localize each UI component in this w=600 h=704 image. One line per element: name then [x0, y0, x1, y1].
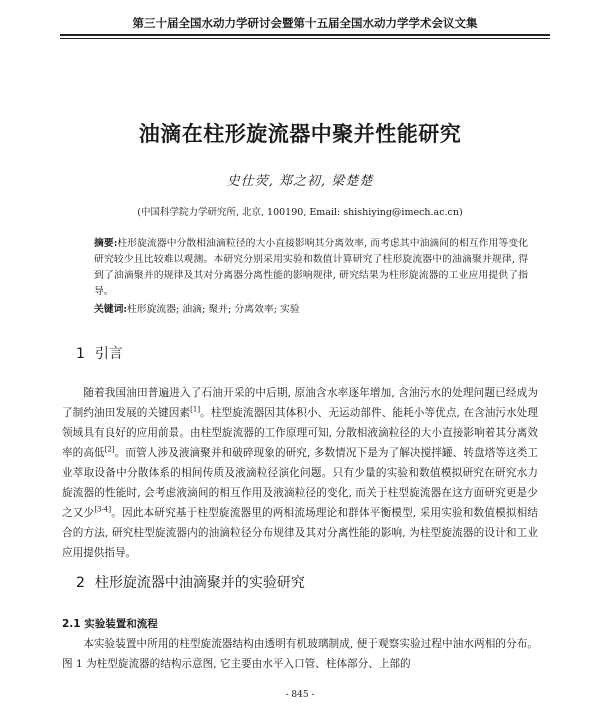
page-number: - 845 -: [285, 690, 315, 700]
intro-body: [62, 383, 538, 563]
citation: [3-4]: [94, 505, 112, 514]
section-number: 2: [76, 575, 85, 591]
abstract-text: 柱形旋流器中分散相油滴粒径的大小直接影响其分离效率, 而考虑其中油滴间的相互作用等变化研究较少且比较难以观测。本研究分别采用实验和数值计算研究了柱形旋流器中的油滴聚并规律, 得到了油滴聚并的规律及其对分离器分离性能的影响规律, 研究结果为柱形旋流器的工业应用提供了指导。: [94, 238, 528, 297]
citation: [2]: [104, 445, 115, 454]
abstract: [94, 236, 528, 300]
running-header: 第三十届全国水动力学研讨会暨第十五届全国水动力学学术会议文集: [60, 12, 550, 36]
affiliation: (中国科学院力学研究所, 北京, 100190, Email: shishiying@imech.ac.cn): [137, 207, 463, 218]
subsection-number: 2.1: [62, 618, 81, 630]
section-number: 1: [76, 346, 85, 362]
keywords-label: 关键词:: [94, 304, 128, 315]
intro-paragraph: 随着我国油田普遍进入了石油开采的中后期, 原油含水率逐年增加, 含油污水的处理问题已经成为了制约油田发展的关键因素[1]。柱型旋流器因其体积小、无运动部件、能耗小等优点, 在含油污水处理领域具有良好的应用前景。由柱型旋流器的工作原理可知, 分散相液滴粒径的大小直接影响着其分离效率的高低[2]。而管人涉及液滴聚并和破碎现象的研究, 多数情况下是为了解决搅拌罐、转盘塔等这类工业萃取设备中分散体系的相间传质及液滴粒径演化问题。只有少量的实验和数值模拟研究在研究水力旋流器的性能时, 会考虑液滴间的相互作用及液滴粒径的变化, 而关于柱型旋流器在这方面研究更是少之又少[3-4]。因此本研究基于柱型旋流器里的两相流场理论和群体平衡模型, 采用实验和数值模拟相结合的方法, 研究柱型旋流器内的油滴粒径分布规律及其对分离性能的影响, 为柱型旋流器的设计和工业应用提供指导。: [62, 387, 539, 559]
subsection-title: 实验装置和流程: [84, 618, 158, 630]
section2-body: [62, 634, 538, 674]
paper-title: 油滴在柱形旋流器中聚并性能研究: [138, 122, 462, 146]
authors: 史仕荧, 郑之初, 梁楚楚: [226, 174, 374, 189]
keywords-text: 柱形旋流器; 油滴; 聚并; 分离效率; 实验: [127, 304, 300, 315]
subsection-heading: [62, 616, 158, 631]
citation: [1]: [190, 405, 201, 414]
abstract-label: 摘要:: [94, 238, 118, 249]
section-heading-2: [76, 572, 305, 592]
section2-paragraph: 本实验装置中所用的柱型旋流器结构由透明有机玻璃制成, 便于观察实验过程中油水两相的分布。图 1 为柱型旋流器的结构示意图, 它主要由水平入口管、柱体部分、上部的: [62, 638, 538, 670]
section-title: 柱形旋流器中油滴聚并的实验研究: [94, 575, 305, 591]
section-title: 引言: [94, 346, 123, 362]
section-heading-1: [76, 343, 123, 363]
keywords: [94, 302, 528, 318]
